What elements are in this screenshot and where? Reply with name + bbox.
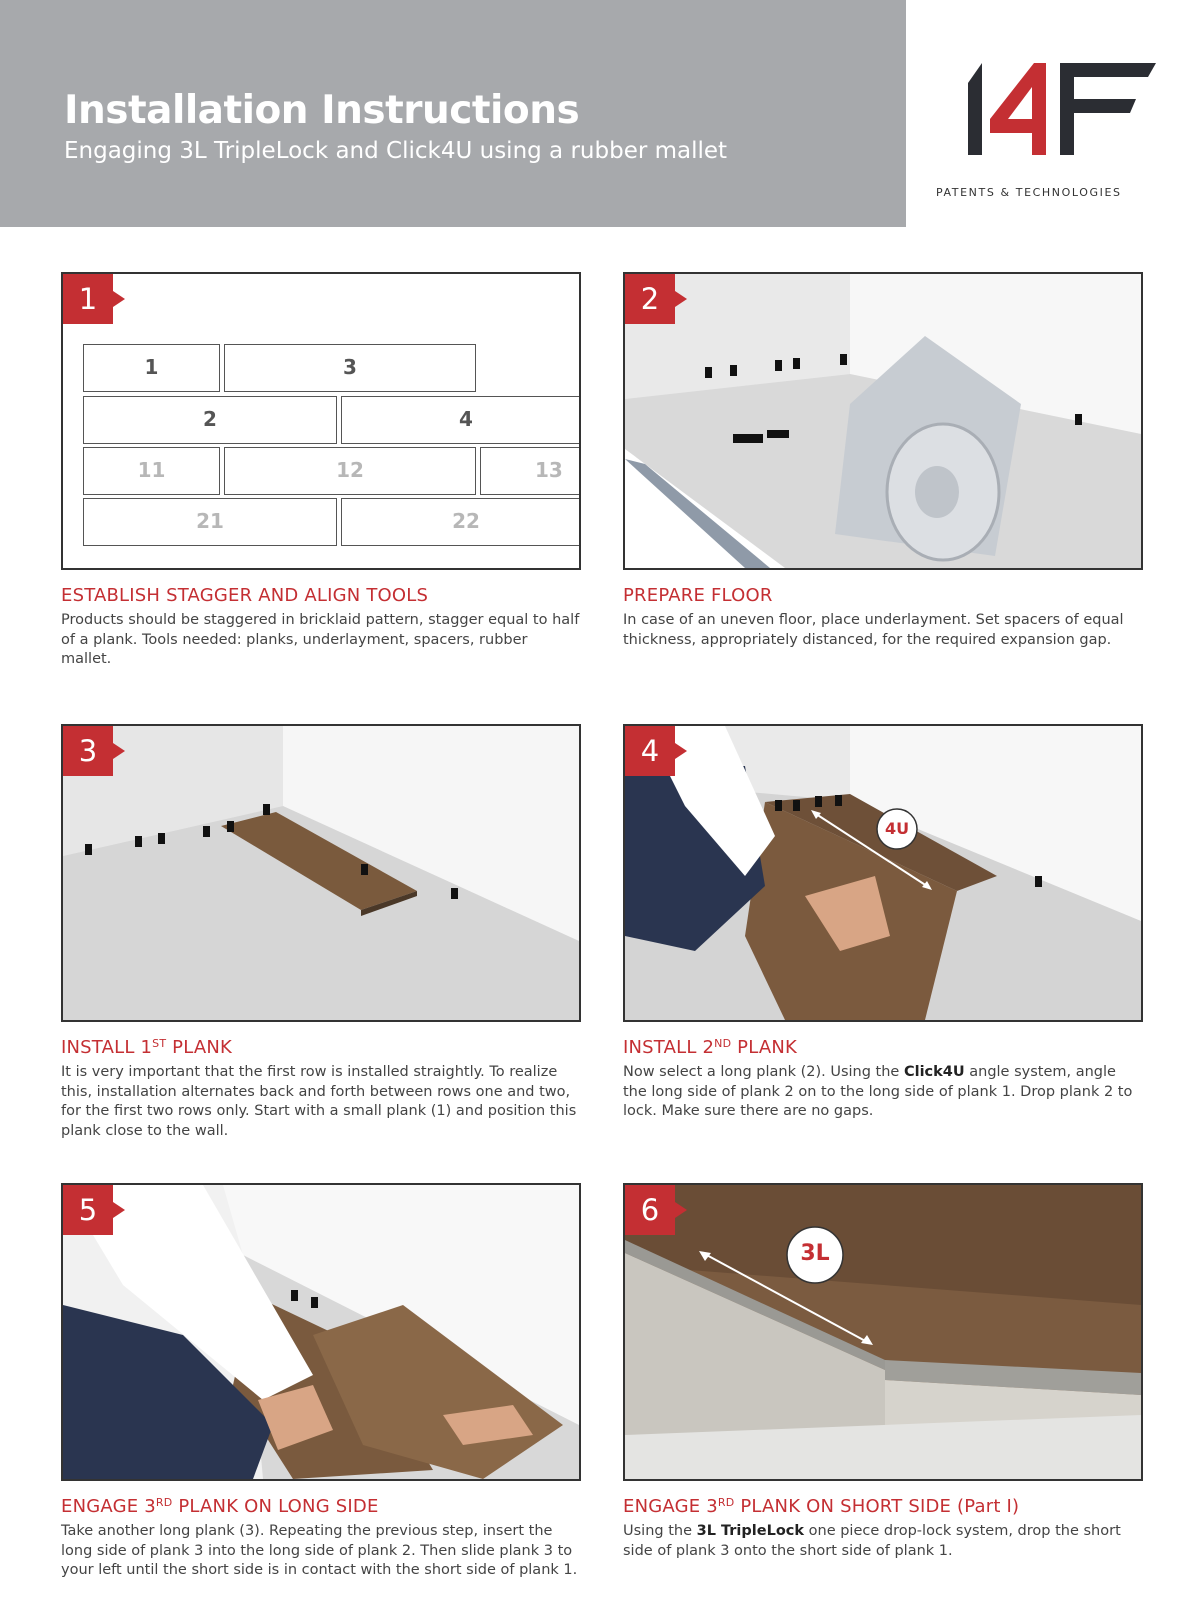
step-description: In case of an uneven floor, place underlayment. Set spacers of equal thickness, appropriately distanced, for the required expansion gap. [623,612,1124,648]
first-plank-photo [63,726,579,1020]
plank-label-1: 1 [83,344,220,392]
step-3-photo [61,724,581,1022]
step-heading: ENGAGE 3RD PLANK ON LONG SIDE [61,1496,379,1517]
step-heading: INSTALL 1ST PLANK [61,1037,233,1058]
badge-arrow [113,1202,125,1218]
step-5-photo [61,1183,581,1481]
plank-label-22: 22 [341,498,581,546]
badge-arrow [675,291,687,307]
page-title: Installation Instructions [64,88,580,133]
badge-arrow [675,1202,687,1218]
third-plank-short-side-photo [625,1185,1141,1479]
badge-arrow [113,743,125,759]
step-4-photo [623,724,1143,1022]
third-plank-long-side-photo [63,1185,579,1479]
step-description: Products should be staggered in bricklaid pattern, stagger equal to half of a plank. Tools needed: planks, underlayment, spacers, rubber mallet. [61,612,580,667]
step-heading: ESTABLISH STAGGER AND ALIGN TOOLS [61,585,429,606]
logo-tagline: PATENTS & TECHNOLOGIES [936,186,1122,199]
second-plank-photo [625,726,1141,1020]
plank-label-4: 4 [341,396,581,444]
step-number-badge: 2 [625,274,675,324]
underlayment-roll-photo [625,274,1141,568]
click4u-badge-label: 4U [884,819,910,838]
step-number-badge: 6 [625,1185,675,1235]
step-description: Using the 3L TripleLock one piece drop-lock system, drop the short side of plank 3 onto the short side of plank 1. [623,1523,1121,1559]
step-description: It is very important that the first row is installed straightly. To realize this, installation alternates back and forth between rows one and two, for the first two rows only. Start with a small plank (1) and position this plank close to the wall. [61,1064,577,1139]
step-number-badge: 3 [63,726,113,776]
plank-label-21: 21 [83,498,337,546]
step-number-badge: 5 [63,1185,113,1235]
page-subtitle: Engaging 3L TripleLock and Click4U using a rubber mallet [64,138,728,164]
step-2-photo [623,272,1143,570]
badge-arrow [113,291,125,307]
step-description: Take another long plank (3). Repeating the previous step, insert the long side of plank 3 into the long side of plank 2. Then slide plank 3 to your left until the short side is in contact with the short side of plank 1. [61,1523,578,1578]
step-number-badge: 1 [63,274,113,324]
triplelock-badge-label: 3L [800,1241,830,1266]
step-heading: ENGAGE 3RD PLANK ON SHORT SIDE (Part I) [623,1496,1020,1517]
plank-label-2: 2 [83,396,337,444]
step-number-badge: 4 [625,726,675,776]
step-heading: PREPARE FLOOR [623,585,773,606]
badge-arrow [675,743,687,759]
plank-label-11: 11 [83,447,220,495]
step-description: Now select a long plank (2). Using the Click4U angle system, angle the long side of plank 2 on to the long side of plank 1. Drop plank 2 to lock. Make sure there are no gaps. [623,1064,1133,1119]
step-6-photo [623,1183,1143,1481]
plank-label-3: 3 [224,344,476,392]
plank-label-12: 12 [224,447,476,495]
i4f-logo [960,55,1170,205]
step-1-diagram [61,272,581,570]
step-heading: INSTALL 2ND PLANK [623,1037,798,1058]
plank-label-13: 13 [480,447,581,495]
